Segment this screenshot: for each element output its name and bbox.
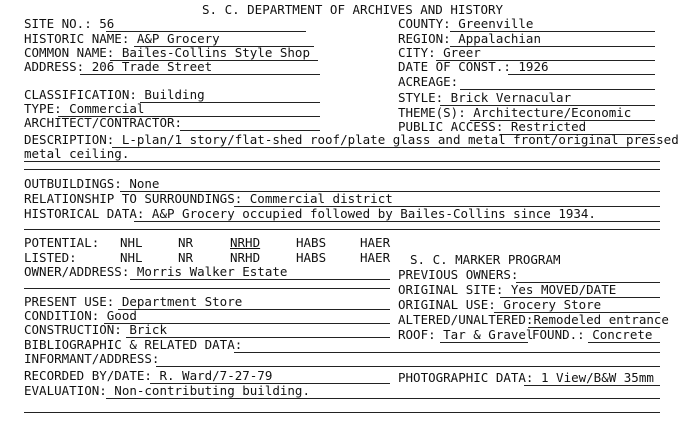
description-line-2: metal ceiling. xyxy=(24,146,130,161)
bibliographic-data: BIBLIOGRAPHIC & RELATED DATA: xyxy=(24,337,243,352)
listed-habs: HABS xyxy=(296,250,327,265)
informant-underline xyxy=(156,366,660,367)
previous-owners: PREVIOUS OWNERS: xyxy=(398,267,519,282)
style: STYLE: Brick Vernacular xyxy=(398,90,572,105)
potential-label: POTENTIAL: xyxy=(24,235,100,250)
evaluation: EVALUATION: Non-contributing building. xyxy=(24,383,310,398)
historical-underline xyxy=(134,221,660,222)
informant-address: INFORMANT/ADDRESS: xyxy=(24,351,160,366)
construction: CONSTRUCTION: Brick xyxy=(24,322,167,337)
recorded-by-date: RECORDED BY/DATE: R. Ward/7-27-79 xyxy=(24,368,273,383)
classification: CLASSIFICATION: Building xyxy=(24,87,205,102)
present-use-underline xyxy=(118,309,390,310)
themes: THEME(S): Architecture/Economic xyxy=(398,105,632,120)
address-underline xyxy=(80,74,320,75)
listed-label: LISTED: xyxy=(24,250,77,265)
bibliographic-underline xyxy=(234,352,660,353)
listed-nhl: NHL xyxy=(120,250,143,265)
address: ADDRESS: 206 Trade Street xyxy=(24,59,213,74)
potential-habs: HABS xyxy=(296,235,327,250)
foundation: FOUND.: Concrete xyxy=(532,327,653,342)
listed-haer: HAER xyxy=(360,250,391,265)
date-of-construction: DATE OF CONST.: 1926 xyxy=(398,59,549,74)
city: CITY: Greer xyxy=(398,45,481,60)
owner-address: OWNER/ADDRESS: Morris Walker Estate xyxy=(24,264,288,279)
classification-underline xyxy=(140,102,320,103)
section-divider-2 xyxy=(24,229,660,230)
form-title: S. C. DEPARTMENT OF ARCHIVES AND HISTORY xyxy=(202,2,504,17)
date-underline xyxy=(508,74,655,75)
evaluation-line-2 xyxy=(24,412,660,413)
acreage: ACREAGE: xyxy=(398,74,459,89)
listed-nr: NR xyxy=(178,250,194,265)
present-use: PRESENT USE: Department Store xyxy=(24,294,243,309)
common-name: COMMON NAME: Bailes-Collins Style Shop xyxy=(24,45,310,60)
marker-program-heading: S. C. MARKER PROGRAM xyxy=(410,252,561,267)
potential-nr: NR xyxy=(178,235,194,250)
roof-underline xyxy=(440,342,528,343)
architect-underline xyxy=(180,130,320,131)
foundation-underline xyxy=(588,342,660,343)
owner-address-underline xyxy=(130,279,390,280)
potential-nhl: NHL xyxy=(120,235,143,250)
altered-unaltered: ALTERED/UNALTERED:Remodeled entrance xyxy=(398,312,669,327)
site-no: SITE NO.: 56 xyxy=(24,16,115,31)
listed-nrhd: NRHD xyxy=(230,250,261,265)
historic-name: HISTORIC NAME: A&P Grocery xyxy=(24,31,220,46)
photographic-underline xyxy=(524,385,660,386)
type: TYPE: Commercial xyxy=(24,101,145,116)
potential-haer: HAER xyxy=(360,235,391,250)
outbuildings: OUTBUILDINGS: None xyxy=(24,176,160,191)
roof: ROOF: Tar & Gravel xyxy=(398,327,534,342)
public-access: PUBLIC ACCESS: Restricted xyxy=(398,119,587,134)
original-use: ORIGINAL USE: Grocery Store xyxy=(398,297,602,312)
historical-data: HISTORICAL DATA: A&P Grocery occupied followed by Bailes-Collins since 1934. xyxy=(24,206,596,221)
architect-contractor: ARCHITECT/CONTRACTOR: xyxy=(24,115,183,130)
section-divider-1 xyxy=(24,169,660,170)
relationship-to-surroundings: RELATIONSHIP TO SURROUNDINGS: Commercial district xyxy=(24,191,393,206)
region: REGION: Appalachian xyxy=(398,31,541,46)
condition: CONDITION: Good xyxy=(24,308,137,323)
potential-nrhd: NRHD xyxy=(230,235,261,250)
county: COUNTY: Greenville xyxy=(398,16,534,31)
photographic-data: PHOTOGRAPHIC DATA: 1 View/B&W 35mm xyxy=(398,370,654,385)
evaluation-underline xyxy=(106,398,660,399)
description-underline-2 xyxy=(24,161,660,162)
description-underline-1 xyxy=(112,147,660,148)
original-site: ORIGINAL SITE: Yes MOVED/DATE xyxy=(398,282,617,297)
section-divider-3 xyxy=(24,288,390,289)
description-line-1: DESCRIPTION: L-plan/1 story/flat-shed roof/plate glass and metal front/original pressed xyxy=(24,132,679,147)
